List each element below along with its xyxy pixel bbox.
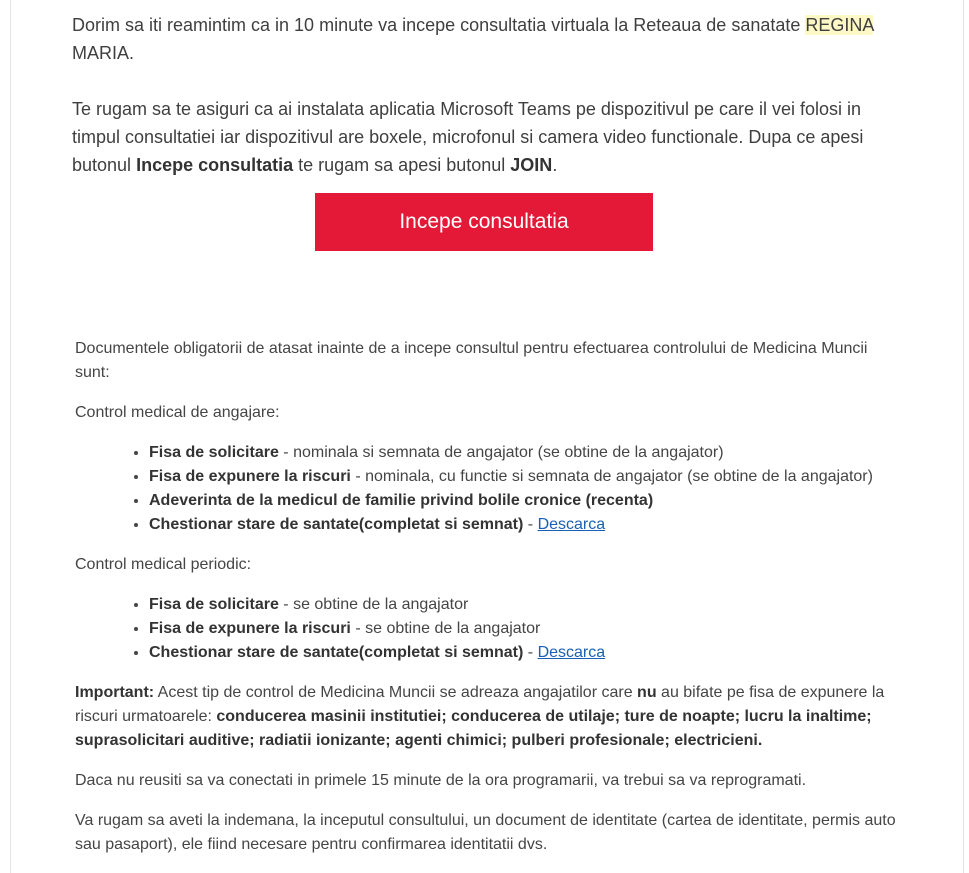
important-label: Important: — [75, 684, 155, 701]
list-item — [149, 641, 905, 665]
cta-container — [315, 193, 653, 251]
teams-bold-join: JOIN — [510, 155, 553, 175]
item-text: - — [523, 516, 538, 533]
angajare-list — [75, 441, 905, 537]
documents-intro: Documentele obligatorii de atasat inainte de a incepe consultul pentru efectuarea controlului de Medicina Muncii sunt: — [75, 340, 868, 381]
list-item — [149, 617, 905, 641]
reminder-text: Dorim sa iti reamintim ca in 10 minute va incepe consultatia virtuala la Reteaua de sanatate — [72, 15, 801, 35]
item-bold: Fisa de solicitare — [149, 444, 279, 461]
list-item — [149, 441, 905, 465]
list-item — [149, 489, 905, 513]
teams-text-mid: te rugam sa apesi butonul — [298, 155, 506, 175]
documents-section — [75, 337, 905, 873]
angajare-heading: Control medical de angajare: — [75, 404, 280, 421]
reschedule-note: Daca nu reusiti sa va conectati in primele 15 minute de la ora programarii, va trebui sa va reprogramati. — [75, 772, 807, 789]
start-consultation-button[interactable]: Incepe consultatia — [315, 193, 653, 251]
important-note — [75, 681, 905, 753]
important-risk-list: conducerea masinii institutiei; conducerea de utilaje; ture de noapte; lucru la inaltime; suprasolicitari auditive; radiatii ionizante; agenti chimici; pulberi profesionale; electricieni. — [75, 708, 872, 749]
item-bold: Fisa de expunere la riscuri — [149, 620, 351, 637]
periodic-list — [75, 593, 905, 665]
important-text-mid: au bifate pe fisa de expunere la riscuri urmatoarele: — [75, 684, 885, 725]
brand-highlight: REGINA — [805, 15, 874, 35]
list-item — [149, 593, 905, 617]
item-text: - se obtine de la angajator — [278, 596, 469, 613]
intro-section — [72, 11, 902, 179]
item-text: - — [523, 644, 538, 661]
reminder-paragraph — [72, 11, 902, 67]
reminder-brand-end: MARIA. — [72, 43, 135, 63]
teams-text-end: . — [552, 155, 558, 175]
item-bold: Fisa de expunere la riscuri — [149, 468, 351, 485]
periodic-heading: Control medical periodic: — [75, 556, 252, 573]
important-bold-nu: nu — [637, 684, 657, 701]
item-text: - nominala si semnata de angajator (se obtine de la angajator) — [278, 444, 724, 461]
item-text: - nominala, cu functie si semnata de angajator (se obtine de la angajator) — [350, 468, 873, 485]
list-item — [149, 513, 905, 537]
download-link-angajare[interactable]: Descarca — [537, 516, 606, 533]
teams-bold-button-name: Incepe consultatia — [136, 155, 294, 175]
item-bold: Chestionar stare de santate(completat si semnat) — [149, 644, 524, 661]
identity-note: Va rugam sa aveti la indemana, la inceputul consultului, un document de identitate (cartea de identitate, permis auto sau pasaport), ele fiind necesare pentru confirmarea identitatii dvs. — [75, 812, 896, 853]
teams-paragraph — [72, 95, 902, 179]
item-bold: Chestionar stare de santate(completat si semnat) — [149, 516, 524, 533]
list-item — [149, 465, 905, 489]
item-bold: Fisa de solicitare — [149, 596, 279, 613]
item-text: - se obtine de la angajator — [350, 620, 541, 637]
item-bold: Adeverinta de la medicul de familie privind bolile cronice (recenta) — [149, 492, 654, 509]
important-text: Acest tip de control de Medicina Muncii se adreaza angajatilor care — [154, 684, 638, 701]
teams-text: Te rugam sa te asiguri ca ai instalata aplicatia Microsoft Teams pe dispozitivul pe care il vei folosi in timpul consultatiei iar dispozitivul are boxele, microfonul si camera video functionale. Dupa ce apesi butonul — [72, 99, 864, 175]
download-link-periodic[interactable]: Descarca — [537, 644, 606, 661]
